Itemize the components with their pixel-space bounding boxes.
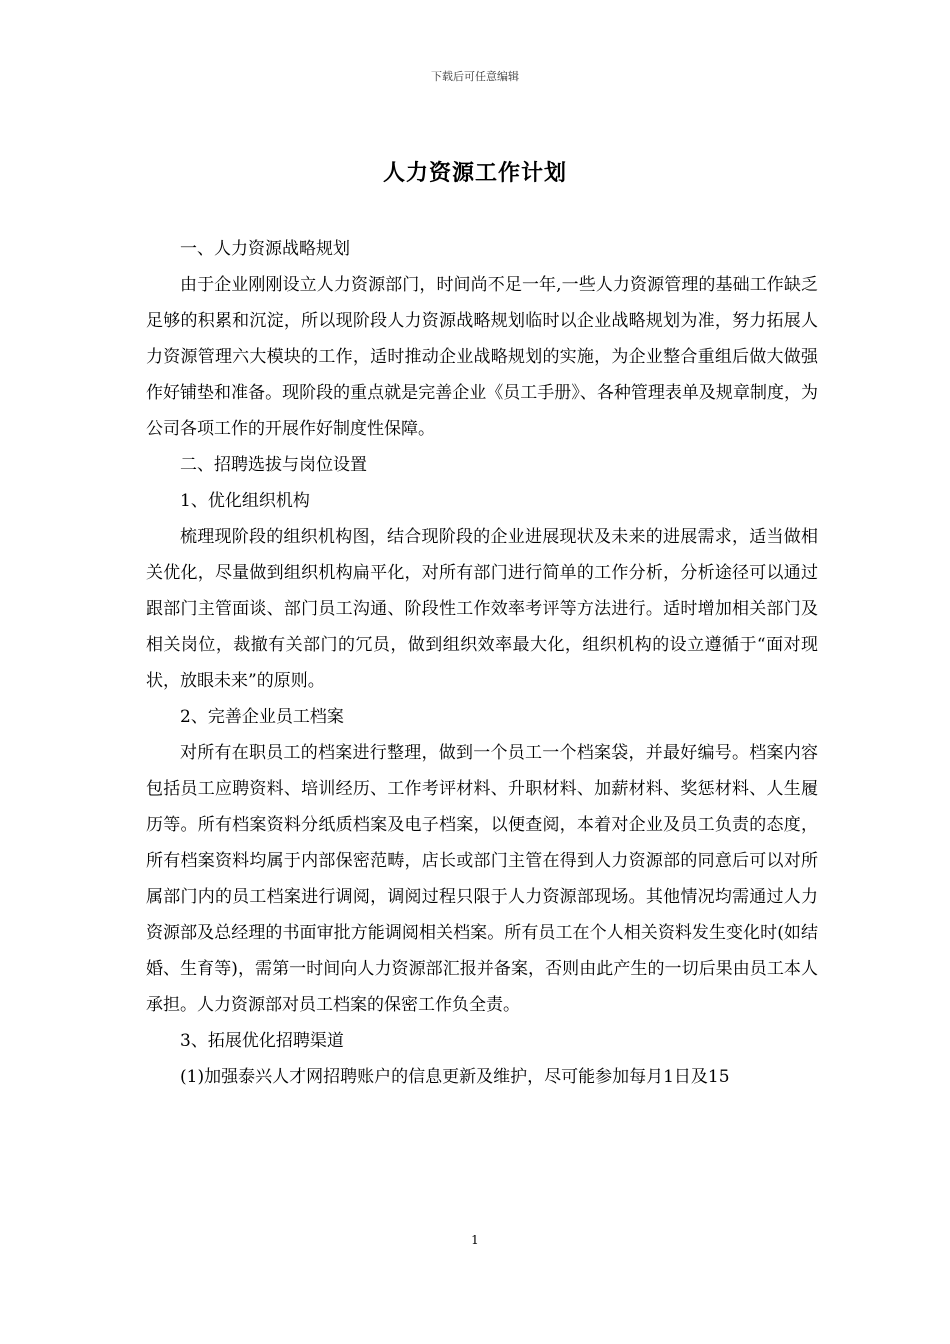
header-note: 下载后可任意编辑 — [431, 70, 519, 83]
paragraph-employee-files: 对所有在职员工的档案进行整理，做到一个员工一个档案袋，并最好编号。档案内容包括员工应聘资料、培训经历、工作考评材料、升职材料、加薪材料、奖惩材料、人生履历等。所有档案资料分纸质档案及电子档案，以便查阅，本着对企业及员工负责的态度，所有档案资料均属于内部保密范畴，店长或部门主管在得到人力资源部的同意后可以对所属部门内的员工档案进行调阅，调阅过程只限于人力资源部现场。其他情况均需通过人力资源部及总经理的书面审批方能调阅相关档案。所有员工在个人相关资料发生变化时(如结婚、生育等)，需第一时间向人力资源部汇报并备案，否则由此产生的一切后果由员工本人承担。人力资源部对员工档案的保密工作负全责。 — [146, 743, 818, 1015]
subheading-employee-files: 2、完善企业员工档案 — [180, 707, 344, 727]
section-heading-recruitment: 二、招聘选拔与岗位设置 — [180, 455, 367, 475]
subheading-recruitment-channels: 3、拓展优化招聘渠道 — [180, 1031, 344, 1051]
paragraph-org-structure: 梳理现阶段的组织机构图，结合现阶段的企业进展现状及未来的进展需求，适当做相关优化，尽量做到组织机构扁平化，对所有部门进行简单的工作分析，分析途径可以通过跟部门主管面谈、部门员工沟通、阶段性工作效率考评等方法进行。适时增加相关部门及相关岗位，裁撤有关部门的冗员，做到组织效率最大化，组织机构的设立遵循于“面对现状，放眼未来”的原则。 — [146, 527, 818, 691]
subheading-org-structure: 1、优化组织机构 — [180, 491, 310, 511]
paragraph-strategy: 由于企业刚刚设立人力资源部门，时间尚不足一年,一些人力资源管理的基础工作缺乏足够的积累和沉淀，所以现阶段人力资源战略规划临时以企业战略规划为准，努力拓展人力资源管理六大模块的工作，适时推动企业战略规划的实施，为企业整合重组后做大做强作好铺垫和准备。现阶段的重点就是完善企业《员工手册》、各种管理表单及规章制度，为公司各项工作的开展作好制度性保障。 — [146, 275, 818, 439]
page-number: 1 — [471, 1233, 479, 1247]
paragraph-recruitment-channels: (1)加强泰兴人才网招聘账户的信息更新及维护，尽可能参加每月1日及15 — [180, 1067, 730, 1087]
section-heading-strategy: 一、人力资源战略规划 — [180, 239, 350, 259]
document-title: 人力资源工作计划 — [382, 161, 567, 186]
document-body — [146, 231, 818, 1095]
